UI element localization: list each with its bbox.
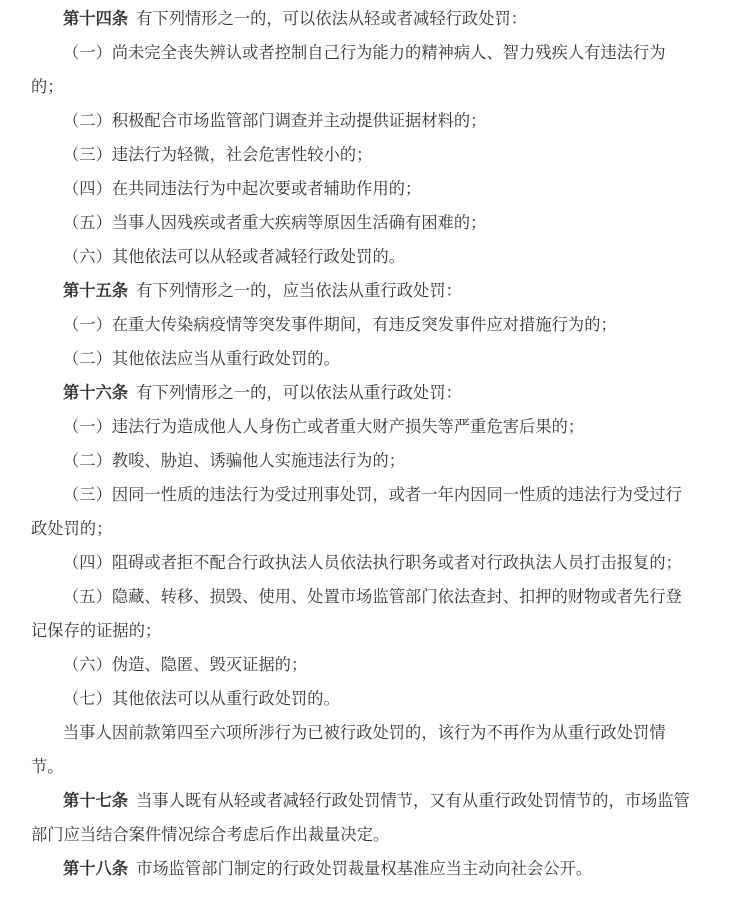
article-17-paragraph (31, 784, 698, 852)
clause-paragraph (31, 648, 698, 682)
paragraph-text: （一）尚未完全丧失辨认或者控制自己行为能力的精神病人、智力残疾人有违法行为的； (31, 43, 666, 96)
clause-paragraph (31, 478, 698, 546)
article-number: 第十四条 (63, 9, 129, 28)
article-18-paragraph (31, 852, 698, 886)
article-number: 第十六条 (63, 383, 129, 402)
article-number: 第十八条 (63, 859, 129, 878)
clause-paragraph (31, 104, 698, 138)
paragraph-text: （四）阻碍或者拒不配合行政执法人员依法执行职务或者对行政执法人员打击报复的； (63, 553, 682, 572)
clause-paragraph (31, 308, 698, 342)
paragraph-text: （七）其他依法可以从重行政处罚的。 (63, 689, 340, 708)
paragraph-text: （二）其他依法应当从重行政处罚的。 (63, 349, 340, 368)
paragraph-text: （六）伪造、隐匿、毁灭证据的； (63, 655, 308, 674)
article-number: 第十七条 (63, 791, 129, 810)
paragraph-text: （六）其他依法可以从轻或者减轻行政处罚的。 (63, 247, 406, 266)
paragraph-text: （一）违法行为造成他人人身伤亡或者重大财产损失等严重危害后果的； (63, 417, 585, 436)
paragraph-text: 市场监管部门制定的行政处罚裁量权基准应当主动向社会公开。 (136, 859, 593, 878)
clause-paragraph (31, 138, 698, 172)
clause-paragraph (31, 36, 698, 104)
paragraph-text: （一）在重大传染病疫情等突发事件期间，有违反突发事件应对措施行为的； (63, 315, 617, 334)
paragraph-text: 有下列情形之一的，可以依法从重行政处罚： (136, 383, 462, 402)
paragraph-text: 有下列情形之一的，可以依法从轻或者减轻行政处罚： (136, 9, 528, 28)
clause-paragraph (31, 546, 698, 580)
paragraph-text: （二）积极配合市场监管部门调查并主动提供证据材料的； (63, 111, 487, 130)
clause-paragraph (31, 342, 698, 376)
paragraph-text: （五）隐藏、转移、损毁、使用、处置市场监管部门依法查封、扣押的财物或者先行登记保存的证据的； (31, 587, 682, 640)
clause-paragraph (31, 172, 698, 206)
clause-paragraph (31, 206, 698, 240)
clause-paragraph (31, 410, 698, 444)
article-number: 第十五条 (63, 281, 129, 300)
paragraph-text: （三）违法行为轻微，社会危害性较小的； (63, 145, 373, 164)
paragraph-text: （五）当事人因残疾或者重大疾病等原因生活确有困难的； (63, 213, 487, 232)
clause-paragraph (31, 682, 698, 716)
paragraph-text: （三）因同一性质的违法行为受过刑事处罚，或者一年内因同一性质的违法行为受过行政处罚的； (31, 485, 682, 538)
paragraph-text: （四）在共同违法行为中起次要或者辅助作用的； (63, 179, 422, 198)
note-paragraph (31, 716, 698, 784)
article-16-paragraph (31, 376, 698, 410)
clause-paragraph (31, 580, 698, 648)
paragraph-text: 有下列情形之一的，应当依法从重行政处罚： (136, 281, 462, 300)
clause-paragraph (31, 240, 698, 274)
article-14-paragraph (31, 2, 698, 36)
paragraph-text: 当事人既有从轻或者减轻行政处罚情节，又有从重行政处罚情节的，市场监管部门应当结合案件情况综合考虑后作出裁量决定。 (31, 791, 690, 844)
paragraph-text: 当事人因前款第四至六项所涉行为已被行政处罚的，该行为不再作为从重行政处罚情节。 (31, 723, 666, 776)
paragraph-text: （二）教唆、胁迫、诱骗他人实施违法行为的； (63, 451, 406, 470)
article-15-paragraph (31, 274, 698, 308)
clause-paragraph (31, 444, 698, 478)
